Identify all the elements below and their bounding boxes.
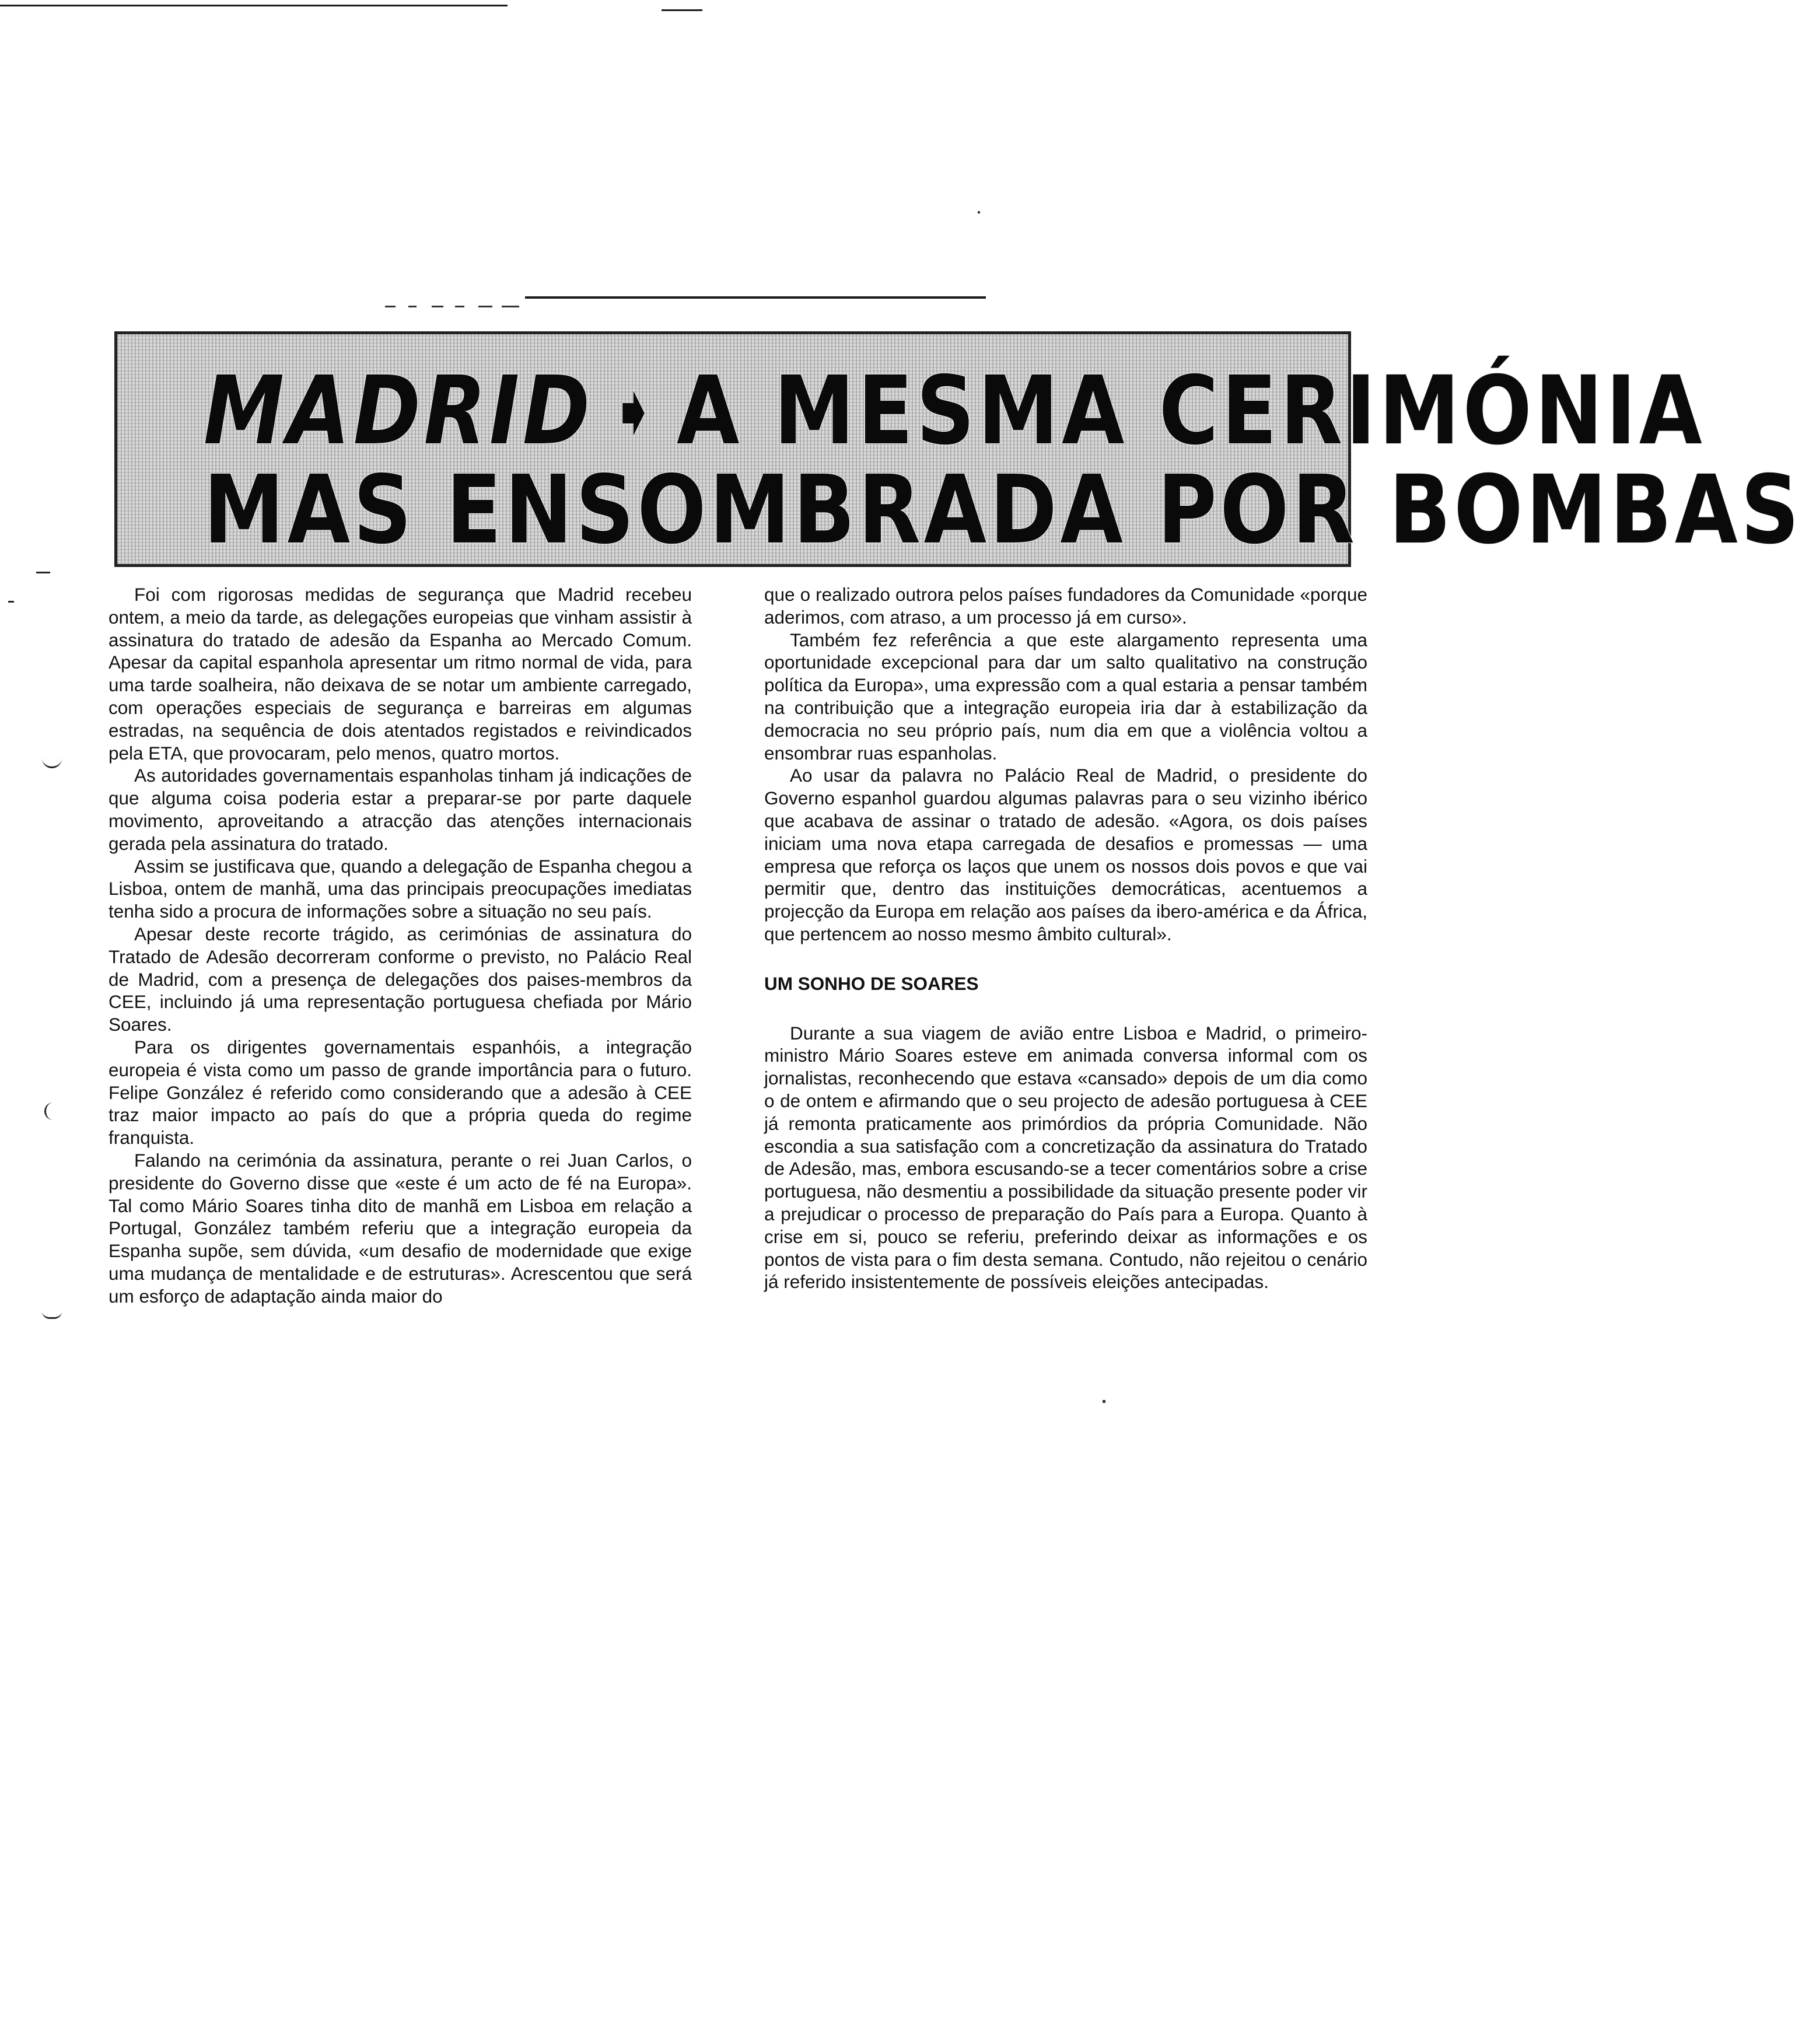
headline-line-1 [203,356,1705,466]
arrow-icon: ➧ [608,371,662,452]
paragraph: Foi com rigorosas medidas de segurança que Madrid recebeu ontem, a meio da tarde, as delegações europeias que vinham assistir à assinatura do tratado de adesão da Espanha ao Mercado Comum. Apesar da capital espanhola apresentar um ritmo normal de vida, para uma tarde soalheira, não deixava de se notar um ambiente carregado, com operações especiais de segurança e barreiras em algumas estradas, na sequência de dois atentados registados e reivindicados pela ETA, que provocaram, pelo menos, quatro mortos. [109,584,692,764]
paragraph: Ao usar da palavra no Palácio Real de Madrid, o presidente do Governo espanhol guardou algumas palavras para o seu vizinho ibérico que acabava de assinar o tratado de adesão. «Agora, os dois países iniciam uma nova etapa carregada de desafios e promessas — uma empresa que reforça os laços que unem os nossos dois povos e que vai permitir que, dentro das instituições democráticas, acentuemos a projecção da Europa em relação aos países da ibero-américa e da África, que pertencem ao nosso mesmo âmbito cultural». [764,765,1367,944]
paragraph: Falando na cerimónia da assinatura, perante o rei Juan Carlos, o presidente do Governo disse que «este é um acto de fé na Europa». Tal como Mário Soares tinha dito de manhã em Lisboa em relação a Portugal, González também referiu que a integração europeia da Espanha supõe, sem dúvida, «um desafio de modernidade que exige uma mudança de mentalidade e de estruturas». Acrescentou que será um esforço de adaptação ainda maior do [109,1149,692,1307]
paragraph: que o realizado outrora pelos países fundadores da Comunidade «porque aderimos, com atraso, a um processo já em curso». [764,584,1367,628]
margin-mark [44,1102,62,1120]
article-right-column [764,583,1367,1293]
headline-line-1-rest: A MESMA CERIMÓNIA [676,356,1705,466]
margin-mark [36,572,50,573]
section-subheading: UM SONHO DE SOARES [764,972,979,994]
margin-mark [8,601,14,603]
paragraph: Durante a sua viagem de avião entre Lisboa e Madrid, o primeiro-ministro Mário Soares esteve em animada conversa informal com os jornalistas, reconhecendo que estava «cansado» depois de um dia como o de ontem e afirmando que o seu projecto de adesão portuguesa à CEE já remonta praticamente aos primórdios da própria Comunidade. Não escondia a sua satisfação com a concretização da assinatura do Tratado de Adesão, mas, embora escusando-se a tecer comentários sobre a crise portuguesa, não desmentiu a possibilidade da situação presente poder vir a prejudicar o processo de preparação do País para a Europa. Quanto à crise em si, pouco se referiu, preferindo deixar as informações e os pontos de vista para o fim desta semana. Contudo, não rejeitou o cenário já referido insistentemente de possíveis eleições antecipadas. [764,1022,1367,1293]
headline-city: MADRID [203,356,593,466]
headline-top-rule [525,296,986,299]
margin-mark [42,1311,62,1319]
paragraph: Apesar deste recorte trágido, as cerimónias de assinatura do Tratado de Adesão decorreram conforme o previsto, no Palácio Real de Madrid, com a presença de delegações dos paises-membros da CEE, incluindo já uma representação portuguesa chefiada por Mário Soares. [109,923,692,1035]
margin-mark [42,758,62,768]
top-left-rule [0,5,508,6]
headline-banner [114,331,1802,567]
headline-line-2: MAS ENSOMBRADA POR BOMBAS [203,456,1802,565]
paragraph: Também fez referência a que este alargamento representa uma oportunidade excepcional para dar um salto qualitativo na construção política da Europa», uma expressão com a qual estaria a pensar também na contribuição que a integração europeia iria dar à estabilização da democracia no seu próprio país, num dia em que a violência voltou a ensombrar ruas espanholas. [764,629,1367,764]
paragraph: As autoridades governamentais espanholas tinham já indicações de que alguma coisa poderia estar a preparar-se por parte daquele movimento, aproveitando a atracção das atenções internacionais gerada pela assinatura do tratado. [109,765,692,854]
paragraph: Para os dirigentes governamentais espanhóis, a integração europeia é vista como um passo de grande importância para o futuro. Felipe González é referido como considerando que a adesão à CEE traz maior impacto ao país do que a própria queda do regime franquista. [109,1036,692,1149]
top-right-rule [662,9,702,11]
article-left-column [109,583,692,1308]
paragraph: Assim se justificava que, quando a delegação de Espanha chegou a Lisboa, ontem de manhã, uma das principais preocupações imediatas tenha sido a procura de informações sobre a situação no seu país. [109,855,692,922]
